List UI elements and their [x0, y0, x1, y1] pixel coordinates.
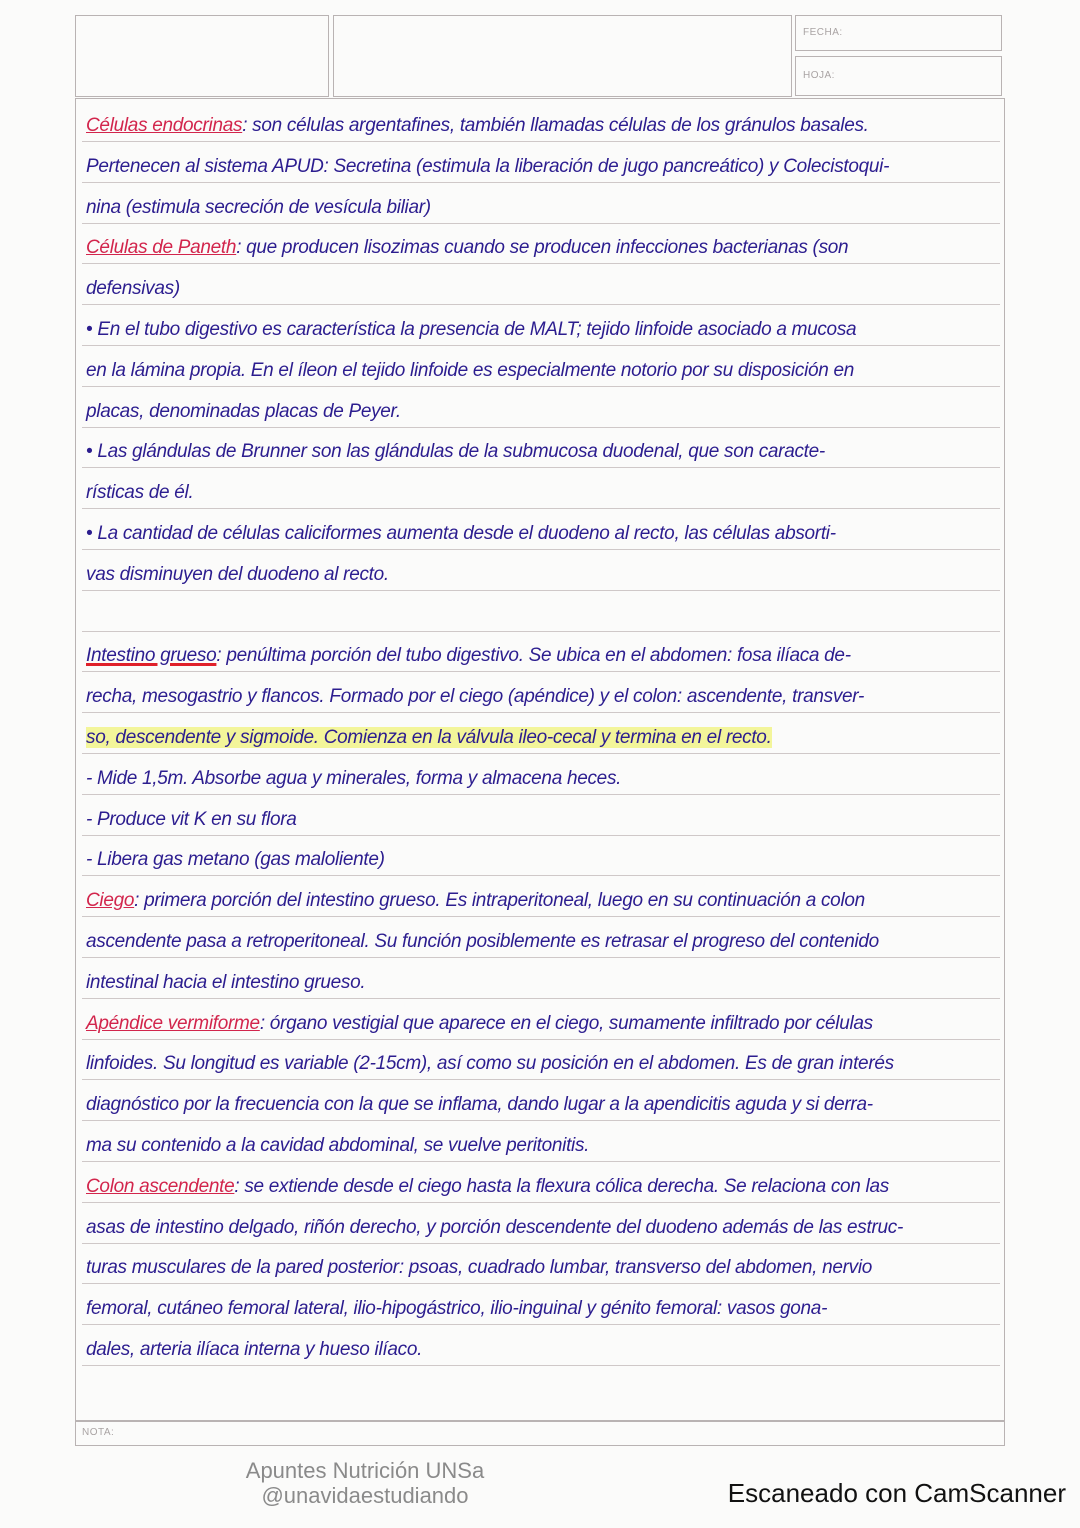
credit-line-1: Apuntes Nutrición UNSa	[245, 1458, 485, 1483]
note-heading: Colon ascendente	[86, 1175, 235, 1197]
note-text: recha, mesogastrio y flancos. Formado por el ciego (apéndice) y el colon: ascendente, transver-	[86, 686, 865, 708]
note-line	[82, 509, 1000, 550]
note-text: Pertenecen al sistema APUD: Secretina (estimula la liberación de jugo pancreático) y Colecistoqui-	[86, 155, 890, 177]
note-text: intestinal hacia el intestino grueso.	[86, 971, 366, 993]
note-text: • En el tubo digestivo es característica la presencia de MALT; tejido linfoide asociado a mucosa	[86, 319, 857, 340]
note-text: turas musculares de la pared posterior: psoas, cuadrado lumbar, transverso del abdomen, nervio	[86, 1257, 873, 1279]
note-text: : primera porción del intestino grueso. Es intraperitoneal, luego en su continuación a colon	[134, 890, 865, 912]
note-text: linfoides. Su longitud es variable (2-15cm), así como su posición en el abdomen. Es de gran interés	[86, 1053, 894, 1075]
note-text: ascendente pasa a retroperitoneal. Su función posiblemente es retrasar el progreso del contenido	[86, 931, 879, 952]
note-line	[82, 305, 1000, 346]
note-line	[82, 427, 1000, 468]
note-line	[82, 999, 1000, 1040]
note-line	[82, 672, 1000, 713]
note-line	[82, 958, 1000, 999]
note-line	[82, 387, 1000, 428]
note-line	[82, 264, 1000, 305]
note-line	[82, 1243, 1000, 1284]
note-text: : penúltima porción del tubo digestivo. Se ubica en el abdomen: fosa ilíaca de-	[216, 645, 851, 667]
notes-body	[75, 98, 1005, 1422]
note-text: nina (estimula secreción de vesícula biliar)	[86, 196, 431, 218]
note-heading: Células endocrinas	[86, 115, 243, 136]
note-text: so, descendente y sigmoide. Comienza en la válvula ileo-cecal y termina en el recto.	[86, 727, 772, 748]
note-text: vas disminuyen del duodeno al recto.	[86, 563, 389, 585]
nota-label: NOTA:	[82, 1427, 115, 1438]
note-line	[82, 917, 1000, 958]
nota-box	[75, 1420, 1005, 1446]
note-line	[82, 631, 1000, 672]
note-line	[82, 346, 1000, 387]
note-line	[82, 223, 1000, 264]
note-line	[82, 1039, 1000, 1080]
note-line	[82, 835, 1000, 876]
note-text: dales, arteria ilíaca interna y hueso ilíaco.	[86, 1339, 423, 1360]
note-text: : órgano vestigial que aparece en el ciego, sumamente infiltrado por células	[259, 1012, 873, 1034]
header-box-title	[333, 15, 792, 97]
note-text: - Produce vit K en su flora	[86, 808, 297, 830]
credit-text	[200, 1458, 530, 1508]
note-text: • Las glándulas de Brunner son las glándulas de la submucosa duodenal, que son caracte-	[86, 441, 825, 463]
note-line	[82, 754, 1000, 795]
note-line	[82, 1162, 1000, 1203]
note-line	[82, 468, 1000, 509]
note-line	[82, 142, 1000, 183]
note-line	[82, 1284, 1000, 1325]
fecha-label: FECHA:	[803, 27, 843, 38]
note-text: placas, denominadas placas de Peyer.	[86, 400, 401, 422]
note-heading: Intestino grueso	[86, 645, 217, 667]
note-text: • La cantidad de células caliciformes aumenta desde el duodeno al recto, las células absorti-	[86, 523, 836, 544]
note-line	[82, 1203, 1000, 1244]
note-text: : son células argentafines, también llamadas células de los gránulos basales.	[242, 115, 869, 136]
note-text: - Mide 1,5m. Absorbe agua y minerales, forma y almacena heces.	[86, 767, 622, 789]
note-line	[82, 1080, 1000, 1121]
note-line	[82, 591, 1000, 632]
note-text: diagnóstico por la frecuencia con la que se inflama, dando lugar a la apendicitis aguda y si derra-	[86, 1094, 873, 1116]
note-line	[82, 1121, 1000, 1162]
credit-line-2: @unavidaestudiando	[261, 1483, 469, 1508]
hoja-label: HOJA:	[803, 70, 835, 81]
note-text: - Libera gas metano (gas maloliente)	[86, 849, 385, 871]
note-line	[82, 713, 1000, 754]
note-line	[82, 1325, 1000, 1366]
note-text: : se extiende desde el ciego hasta la flexura cólica derecha. Se relaciona con las	[234, 1175, 889, 1197]
note-text: en la lámina propia. En el íleon el tejido linfoide es especialmente notorio por su disposición en	[86, 359, 855, 381]
note-line	[82, 101, 1000, 142]
note-heading: Células de Paneth	[86, 237, 237, 259]
note-text: ma su contenido a la cavidad abdominal, se vuelve peritonitis.	[86, 1135, 590, 1156]
scanner-watermark: Escaneado con CamScanner	[727, 1478, 1066, 1508]
header-box-left	[75, 15, 329, 97]
note-text: rísticas de él.	[86, 482, 194, 504]
note-line	[82, 550, 1000, 591]
note-heading: Apéndice vermiforme	[86, 1012, 260, 1034]
note-line	[82, 795, 1000, 836]
note-line	[82, 876, 1000, 917]
note-line	[82, 183, 1000, 224]
note-text: asas de intestino delgado, riñón derecho, y porción descendente del duodeno además de las estruc-	[86, 1216, 903, 1238]
note-text: defensivas)	[86, 278, 180, 300]
note-heading: Ciego	[86, 890, 135, 912]
note-text: femoral, cutáneo femoral lateral, ilio-hipogástrico, ilio-inguinal y génito femoral: vasos gona-	[86, 1298, 828, 1320]
note-text: : que producen lisozimas cuando se producen infecciones bacterianas (son	[236, 237, 849, 259]
